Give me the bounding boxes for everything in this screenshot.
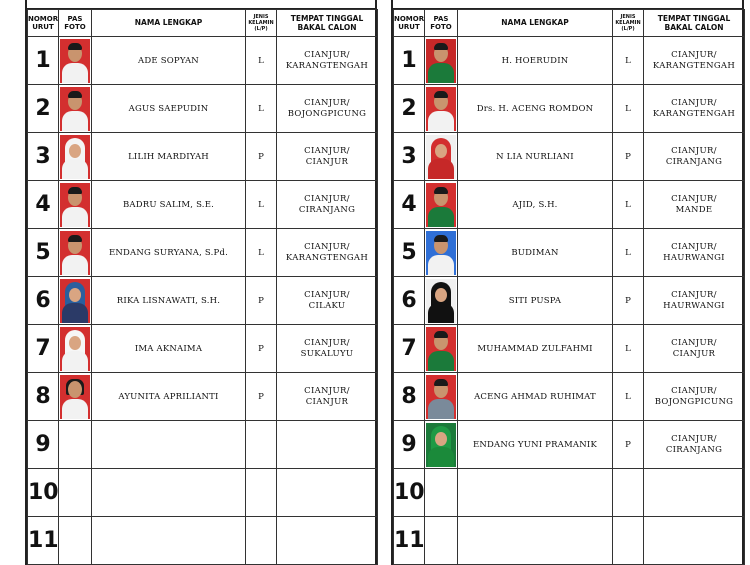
photo-cell [59, 133, 92, 181]
candidate-name: N LIA NURLIANI [458, 133, 613, 181]
candidate-name: IMA AKNAIMA [92, 325, 246, 373]
candidate-gender: L [613, 85, 644, 133]
candidate-number: 3 [28, 133, 59, 181]
residence-line: CILAKU [308, 300, 346, 311]
candidate-photo [426, 135, 456, 179]
photo-cell [59, 325, 92, 373]
residence-line: CIRANJANG [665, 156, 723, 167]
candidate-photo [426, 423, 456, 467]
photo-cell [425, 277, 458, 325]
candidate-row [28, 181, 378, 229]
residence-line: CIANJUR/ [304, 145, 350, 156]
candidate-photo [60, 87, 90, 131]
residence-line: BOJONGPICUNG [287, 108, 367, 119]
candidate-row [28, 229, 378, 277]
residence-line: CIANJUR/ [671, 49, 717, 60]
candidate-residence [277, 37, 378, 85]
candidate-gender [613, 517, 644, 565]
candidate-number: 5 [394, 229, 425, 277]
candidate-row [28, 37, 378, 85]
candidate-photo [426, 183, 456, 227]
candidate-number: 3 [394, 133, 425, 181]
photo-cell [425, 469, 458, 517]
photo-cell [59, 181, 92, 229]
residence-line: CIANJUR/ [304, 241, 350, 252]
photo-cell [59, 277, 92, 325]
candidate-name: H. HOERUDIN [458, 37, 613, 85]
candidate-number: 6 [394, 277, 425, 325]
candidate-residence [277, 517, 378, 565]
candidate-photo [60, 135, 90, 179]
photo-cell [59, 517, 92, 565]
residence-line: CIANJUR [672, 348, 716, 359]
candidate-residence [277, 181, 378, 229]
header-photo: PAS FOTO [59, 10, 92, 37]
candidate-row [394, 229, 745, 277]
candidate-residence [644, 277, 745, 325]
candidate-gender: L [613, 37, 644, 85]
candidate-gender: P [246, 325, 277, 373]
header-photo: PAS FOTO [425, 10, 458, 37]
candidate-number: 7 [394, 325, 425, 373]
candidate-row [28, 469, 378, 517]
candidate-name [458, 517, 613, 565]
residence-line: HAURWANGI [663, 252, 725, 263]
candidate-number: 6 [28, 277, 59, 325]
header-row [394, 10, 745, 37]
candidate-row [394, 133, 745, 181]
candidate-row [394, 277, 745, 325]
candidate-number: 11 [28, 517, 59, 565]
header-number: NOMOR URUT [28, 10, 59, 37]
candidate-row [394, 469, 745, 517]
photo-cell [425, 85, 458, 133]
candidate-row [28, 277, 378, 325]
candidate-name: ADE SOPYAN [92, 37, 246, 85]
residence-line: CIANJUR/ [671, 337, 717, 348]
candidate-residence [277, 133, 378, 181]
candidate-photo [426, 231, 456, 275]
candidate-gender: L [613, 373, 644, 421]
candidate-name [92, 469, 246, 517]
candidate-gender [246, 469, 277, 517]
candidate-residence [644, 181, 745, 229]
candidate-photo [60, 327, 90, 371]
candidate-gender: P [613, 133, 644, 181]
residence-line: CIANJUR/ [304, 49, 350, 60]
candidate-gender: P [246, 133, 277, 181]
photo-cell [425, 133, 458, 181]
residence-line: CIANJUR/ [671, 385, 717, 396]
candidate-residence [277, 373, 378, 421]
residence-line: KARANGTENGAH [652, 60, 736, 71]
candidate-row [28, 421, 378, 469]
residence-line: SUKALUYU [300, 348, 354, 359]
residence-line: KARANGTENGAH [285, 252, 369, 263]
residence-line: CIANJUR [305, 156, 349, 167]
photo-cell [59, 373, 92, 421]
candidate-name: AJID, S.H. [458, 181, 613, 229]
candidate-row [28, 133, 378, 181]
candidate-photo [426, 39, 456, 83]
header-residence: TEMPAT TINGGAL BAKAL CALON [277, 10, 378, 37]
residence-line: CIRANJANG [665, 444, 723, 455]
residence-line: CIANJUR/ [304, 193, 350, 204]
header-gender: JENIS KELAMIN (L/P) [246, 10, 277, 37]
residence-line: KARANGTENGAH [285, 60, 369, 71]
candidate-row [28, 517, 378, 565]
residence-line: CIANJUR/ [671, 193, 717, 204]
candidate-photo [426, 327, 456, 371]
candidate-name: AGUS SAEPUDIN [92, 85, 246, 133]
candidate-residence [644, 37, 745, 85]
residence-line: CIANJUR/ [304, 97, 350, 108]
candidate-gender: L [246, 85, 277, 133]
candidate-gender: P [246, 277, 277, 325]
candidate-row [28, 325, 378, 373]
candidate-number: 11 [394, 517, 425, 565]
photo-cell [59, 229, 92, 277]
candidate-residence [277, 421, 378, 469]
residence-line: BOJONGPICUNG [654, 396, 734, 407]
candidate-number: 8 [394, 373, 425, 421]
candidate-gender: L [613, 229, 644, 277]
candidate-photo [60, 39, 90, 83]
header-gender: JENIS KELAMIN (L/P) [613, 10, 644, 37]
candidate-name [92, 517, 246, 565]
candidate-gender [613, 469, 644, 517]
candidate-photo [426, 87, 456, 131]
candidate-number: 4 [28, 181, 59, 229]
candidate-number: 5 [28, 229, 59, 277]
residence-line: HAURWANGI [663, 300, 725, 311]
candidate-name: MUHAMMAD ZULFAHMI [458, 325, 613, 373]
table-body [394, 37, 745, 565]
candidate-residence [277, 85, 378, 133]
candidate-name: BADRU SALIM, S.E. [92, 181, 246, 229]
candidate-list-table [27, 9, 378, 565]
residence-line: MANDE [675, 204, 713, 215]
residence-line: CIANJUR/ [671, 289, 717, 300]
candidate-name [458, 469, 613, 517]
photo-cell [425, 229, 458, 277]
candidate-row [394, 517, 745, 565]
candidate-gender: P [613, 421, 644, 469]
candidate-row [394, 85, 745, 133]
candidate-row [394, 181, 745, 229]
photo-cell [425, 37, 458, 85]
candidate-number: 4 [394, 181, 425, 229]
candidate-number: 1 [28, 37, 59, 85]
residence-line: KARANGTENGAH [652, 108, 736, 119]
candidate-number: 10 [28, 469, 59, 517]
candidate-photo [426, 279, 456, 323]
candidate-name: ENDANG YUNI PRAMANIK [458, 421, 613, 469]
candidate-gender: L [246, 37, 277, 85]
candidate-gender [246, 517, 277, 565]
candidate-number: 2 [28, 85, 59, 133]
residence-line: CIANJUR/ [671, 145, 717, 156]
photo-cell [59, 421, 92, 469]
candidate-name: SITI PUSPA [458, 277, 613, 325]
candidate-name: LILIH MARDIYAH [92, 133, 246, 181]
candidate-number: 7 [28, 325, 59, 373]
residence-line: CIANJUR/ [304, 289, 350, 300]
photo-cell [59, 469, 92, 517]
candidate-residence [644, 85, 745, 133]
candidate-residence [644, 517, 745, 565]
candidate-gender: L [246, 181, 277, 229]
candidate-number: 10 [394, 469, 425, 517]
candidate-residence [277, 325, 378, 373]
candidate-residence [277, 229, 378, 277]
candidate-row [394, 373, 745, 421]
photo-cell [59, 85, 92, 133]
residence-line: CIANJUR/ [671, 97, 717, 108]
candidate-photo [426, 375, 456, 419]
candidate-row [394, 37, 745, 85]
candidate-gender: P [613, 277, 644, 325]
header-row [28, 10, 378, 37]
header-number: NOMOR URUT [394, 10, 425, 37]
candidate-gender [246, 421, 277, 469]
candidate-photo [60, 183, 90, 227]
candidate-residence [644, 469, 745, 517]
candidate-residence [644, 325, 745, 373]
residence-line: CIANJUR/ [671, 433, 717, 444]
candidate-name: ACENG AHMAD RUHIMAT [458, 373, 613, 421]
residence-line: CIANJUR/ [304, 385, 350, 396]
candidate-number: 1 [394, 37, 425, 85]
photo-cell [425, 181, 458, 229]
residence-line: CIANJUR [305, 396, 349, 407]
candidate-photo [60, 279, 90, 323]
candidate-name: ENDANG SURYANA, S.Pd. [92, 229, 246, 277]
candidate-list-table [393, 9, 745, 565]
candidate-residence [277, 469, 378, 517]
candidate-residence [644, 133, 745, 181]
photo-cell [59, 37, 92, 85]
candidate-name: Drs. H. ACENG ROMDON [458, 85, 613, 133]
header-residence: TEMPAT TINGGAL BAKAL CALON [644, 10, 745, 37]
candidate-name [92, 421, 246, 469]
candidate-table-left [25, 0, 377, 565]
residence-line: CIRANJANG [298, 204, 356, 215]
photo-cell [425, 421, 458, 469]
candidate-residence [644, 421, 745, 469]
candidate-table-right [391, 0, 744, 565]
candidate-gender: L [246, 229, 277, 277]
candidate-number: 9 [28, 421, 59, 469]
candidate-gender: L [613, 181, 644, 229]
candidate-name: RIKA LISNAWATI, S.H. [92, 277, 246, 325]
header-name: NAMA LENGKAP [92, 10, 246, 37]
candidate-number: 2 [394, 85, 425, 133]
candidate-photo [60, 231, 90, 275]
candidate-row [28, 85, 378, 133]
residence-line: CIANJUR/ [304, 337, 350, 348]
candidate-gender: L [613, 325, 644, 373]
candidate-name: BUDIMAN [458, 229, 613, 277]
header-name: NAMA LENGKAP [458, 10, 613, 37]
candidate-row [394, 421, 745, 469]
candidate-residence [277, 277, 378, 325]
table-top-edge [27, 0, 375, 9]
table-body [28, 37, 378, 565]
candidate-row [394, 325, 745, 373]
candidate-residence [644, 229, 745, 277]
table-top-edge [393, 0, 742, 9]
residence-line: CIANJUR/ [671, 241, 717, 252]
candidate-number: 8 [28, 373, 59, 421]
candidate-row [28, 373, 378, 421]
candidate-name: AYUNITA APRILIANTI [92, 373, 246, 421]
candidate-number: 9 [394, 421, 425, 469]
candidate-gender: P [246, 373, 277, 421]
candidate-photo [60, 375, 90, 419]
photo-cell [425, 373, 458, 421]
photo-cell [425, 325, 458, 373]
photo-cell [425, 517, 458, 565]
candidate-residence [644, 373, 745, 421]
